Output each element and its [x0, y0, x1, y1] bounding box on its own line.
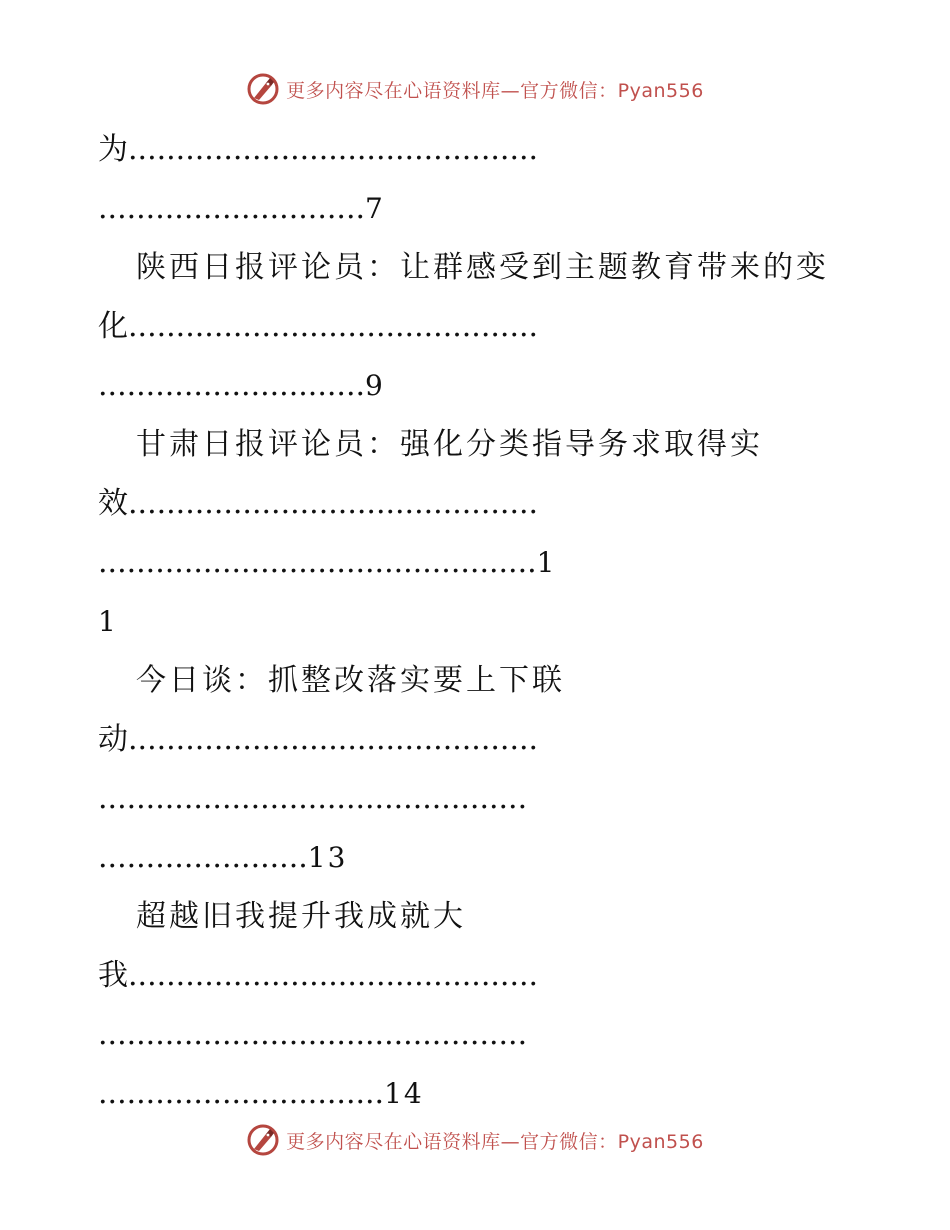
- pen-logo-icon: [246, 72, 280, 106]
- toc-leader-dots: ...........................................: [128, 958, 539, 993]
- toc-entry-title: [98, 415, 858, 474]
- toc-entry-text: 为: [98, 132, 128, 167]
- toc-page-number: 14: [384, 1077, 424, 1110]
- toc-entry-line: [98, 474, 858, 533]
- toc-leader-dots: .............................................: [98, 1017, 528, 1052]
- toc-entry-text: 今日谈：抓整改落实要上下联: [136, 663, 565, 698]
- toc-leader-dots: ...........................................: [128, 722, 539, 757]
- toc-entry-title: [98, 238, 858, 297]
- brand-text: 更多内容尽在心语资料库—官方微信：Pyan556: [286, 1130, 704, 1153]
- toc-leader-dots: ............................: [98, 191, 366, 226]
- toc-entry-text: 效: [98, 486, 128, 521]
- toc-entry-text: 超越旧我提升我成就大: [136, 899, 466, 934]
- footer-brand: [0, 1120, 950, 1160]
- toc-entry-line: [98, 1064, 858, 1123]
- header-brand: [0, 69, 950, 109]
- toc-leader-dots: .............................................: [98, 781, 528, 816]
- toc-entry-line: [98, 356, 858, 415]
- toc-entry-line: [98, 710, 858, 769]
- toc-leader-dots: ...........................................: [128, 132, 539, 167]
- toc-leader-dots: ......................: [98, 840, 308, 875]
- toc-entry-line: [98, 1005, 858, 1064]
- toc-entry-line: [98, 592, 858, 651]
- toc-entry-title: [98, 651, 858, 710]
- toc-page-number: 1: [536, 546, 557, 579]
- toc-page-number: 1: [98, 605, 118, 638]
- toc-page-number: 7: [365, 192, 385, 225]
- toc-entry-line: [98, 946, 858, 1005]
- toc-leader-dots: ...........................................: [128, 309, 539, 344]
- toc-leader-dots: ..............................................: [98, 545, 537, 580]
- toc-leader-dots: ............................: [98, 368, 366, 403]
- toc-entry-text: 动: [98, 722, 128, 757]
- toc-entry-line: [98, 828, 858, 887]
- toc-entry-line: [98, 533, 858, 592]
- toc-entry-text: 化: [98, 309, 128, 344]
- toc-entry-line: [98, 179, 858, 238]
- toc-entry-line: [98, 297, 858, 356]
- toc-page-number: 13: [307, 841, 348, 874]
- toc-entry-text: 甘肃日报评论员：强化分类指导务求取得实: [136, 427, 763, 462]
- toc-entry-line: [98, 769, 858, 828]
- toc-entry-title: [98, 887, 858, 946]
- toc-page-number: 9: [365, 369, 385, 402]
- toc-entry-line: [98, 120, 858, 179]
- toc-entry-text: 我: [98, 958, 128, 993]
- toc-entry-text: 陕西日报评论员：让群感受到主题教育带来的变: [136, 250, 829, 285]
- table-of-contents: [98, 120, 858, 1123]
- pen-logo-icon: [246, 1123, 280, 1157]
- toc-leader-dots: ..............................: [98, 1076, 385, 1111]
- brand-text: 更多内容尽在心语资料库—官方微信：Pyan556: [286, 79, 704, 102]
- toc-leader-dots: ...........................................: [128, 486, 539, 521]
